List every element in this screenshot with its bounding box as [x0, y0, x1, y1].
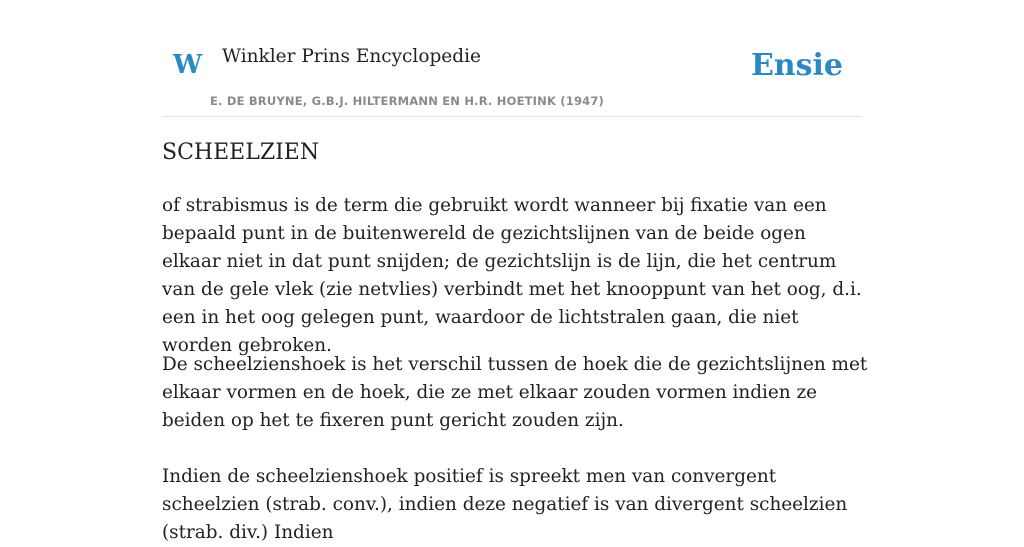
page-header	[162, 0, 862, 117]
winkler-prins-logo[interactable]: W	[173, 50, 203, 80]
encyclopedia-title[interactable]: Winkler Prins Encyclopedie	[222, 46, 481, 67]
entry-paragraph: Indien de scheelzienshoek positief is spreekt men van convergent scheelzien (strab. conv.), indien deze negatief is van divergent scheelzien (strab. div.) Indien	[162, 466, 848, 543]
authors-byline: E. DE BRUYNE, G.B.J. HILTERMANN EN H.R. HOETINK (1947)	[210, 94, 605, 108]
entry-paragraph: of strabismus is de term die gebruikt wordt wanneer bij fixatie van een bepaald punt in de buitenwereld de gezichtslijnen van de beide ogen elkaar niet in dat punt snijden; de gezichtslijn is de lijn, die het centrum van de gele vlek (zie netvlies) verbindt met het knooppunt van het oog, d.i. een in het oog gelegen punt, waardoor de lichtstralen gaan, die niet worden gebroken.	[162, 195, 862, 356]
ensie-logo[interactable]: Ensie	[750, 48, 843, 83]
entry-title: SCHEELZIEN	[162, 140, 320, 165]
entry-paragraph: De scheelzienshoek is het verschil tussen de hoek die de gezichtslijnen met elkaar vormen en de hoek, die ze met elkaar zouden vormen indien ze beiden op het te fixeren punt gericht zouden zijn.	[162, 354, 868, 431]
